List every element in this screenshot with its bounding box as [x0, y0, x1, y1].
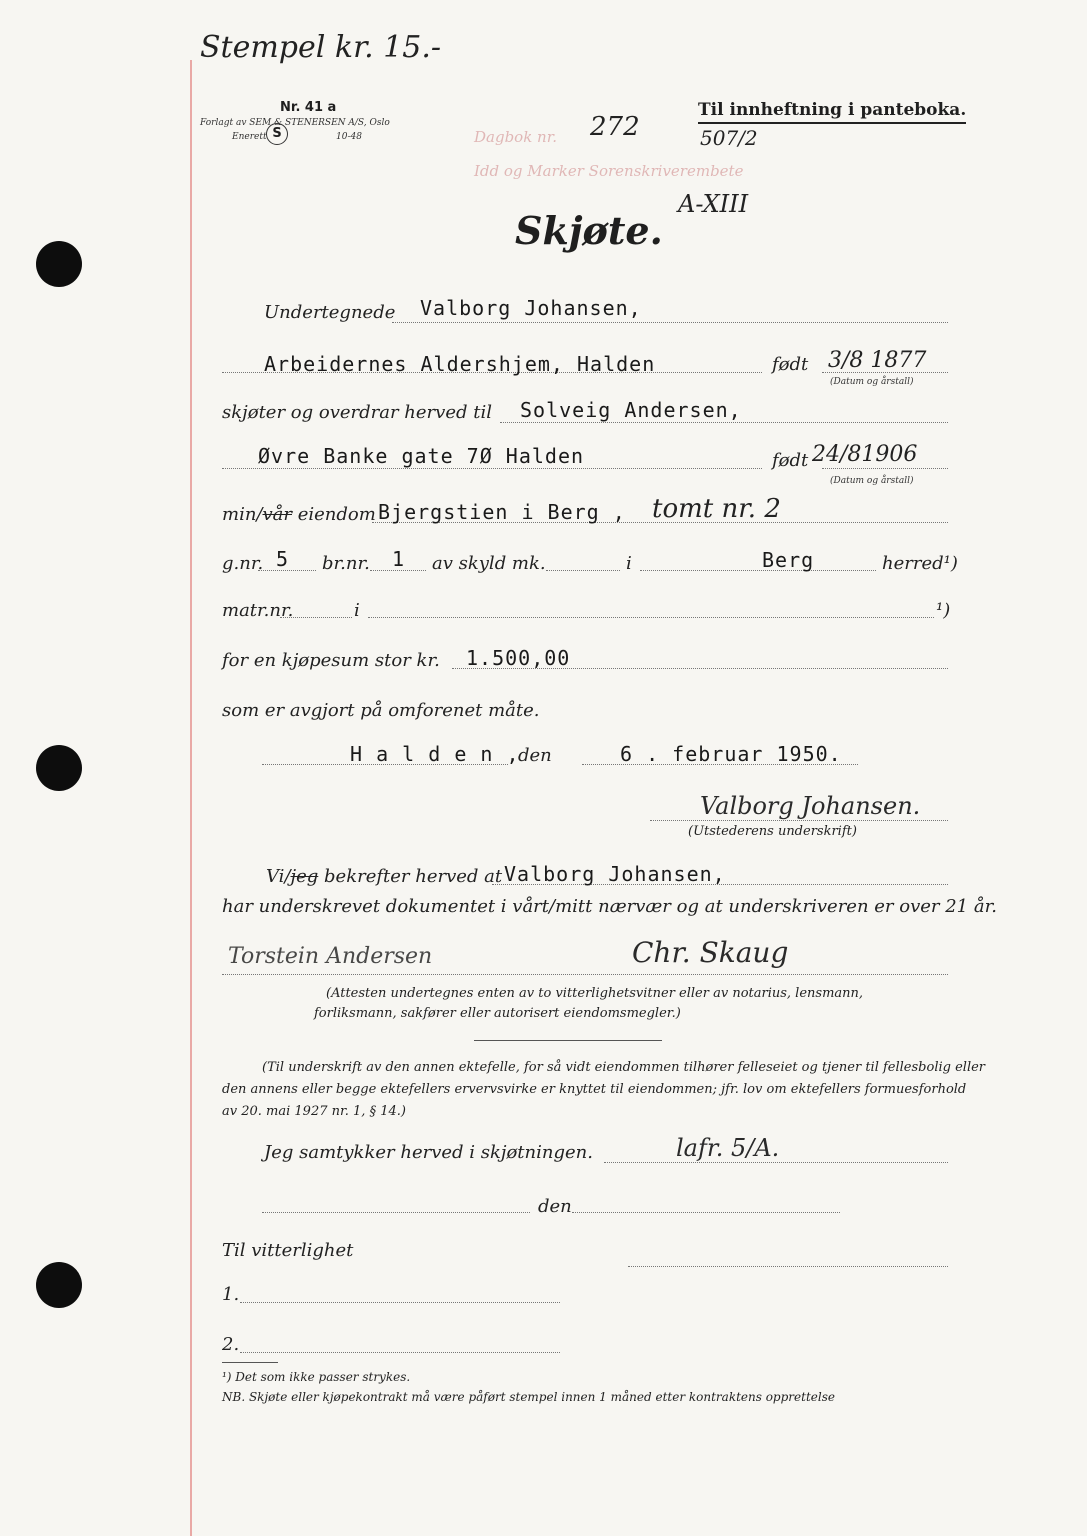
seller-name: Valborg Johansen, — [420, 296, 642, 320]
issuer-signature-caption: (Utstederens underskrift) — [688, 824, 857, 839]
publisher-line: Forlagt av SEM & STENERSEN A/S, Oslo — [200, 118, 390, 128]
margin-line — [190, 60, 192, 1536]
seller-born-value: 3/8 1877 — [828, 348, 927, 373]
dagbok-suffix: 507/2 — [700, 126, 758, 150]
buyer-name: Solveig Andersen, — [520, 398, 742, 422]
buyer-born-value: 24/81906 — [812, 442, 918, 467]
witness-statement-line2: har underskrevet dokumentet i vårt/mitt nærvær og at underskriveren er over 21 år. — [222, 896, 997, 917]
property-name: Bjergstien i Berg , — [378, 500, 626, 524]
publisher-enerett: Enerett — [232, 132, 267, 142]
document-title: Skjøte. — [515, 208, 663, 253]
settled-text: som er avgjort på omforenet måte. — [222, 700, 540, 721]
buyer-born-line — [822, 468, 948, 469]
dagbok-stamp-line1: Dagbok nr. — [474, 128, 558, 146]
form-number: Nr. 41 a — [280, 100, 337, 115]
buyer-label: skjøter og overdrar herved til — [222, 402, 492, 423]
punch-hole-top — [36, 241, 82, 287]
footnote-1: ¹) Det som ikke passer strykes. — [222, 1370, 411, 1384]
skyld-label: av skyld mk. — [432, 553, 546, 574]
matr-line — [280, 617, 352, 618]
matr-end: ¹) — [936, 600, 951, 621]
witnesses-sign-line — [628, 1266, 948, 1267]
skyld-line — [546, 570, 620, 571]
witness-note-line1: (Attesten undertegnes enten av to vitterlighetsvitner eller av notarius, lensmann, — [326, 986, 864, 1001]
witness-signature-2: Chr. Skaug — [632, 936, 789, 969]
date-value: 6 . februar 1950. — [620, 742, 842, 766]
issuer-signature-line — [650, 820, 948, 821]
seller-born-label: født — [772, 354, 809, 375]
spouse-date-line — [572, 1212, 840, 1213]
witness-1-line — [240, 1302, 560, 1303]
seller-address: Arbeidernes Aldershjem, Halden — [264, 352, 656, 376]
brnr-value: 1 — [392, 547, 406, 571]
stamp-note: Stempel kr. 15.- — [200, 30, 442, 65]
price-value: 1.500,00 — [466, 646, 571, 670]
witness-subject-name: Valborg Johansen, — [504, 862, 726, 886]
spouse-handnote: lafr. 5/A. — [676, 1134, 780, 1162]
seller-label: Undertegnede — [264, 302, 396, 323]
property-label: min/vår eiendom — [222, 504, 376, 525]
binding-note: Til innheftning i panteboka. — [698, 100, 966, 124]
buyer-born-label: født — [772, 450, 809, 471]
brnr-label: br.nr. — [322, 553, 370, 574]
gnr-value: 5 — [276, 547, 290, 571]
herred-label: herred¹) — [882, 553, 958, 574]
witness-prefix: Vi/jeg bekrefter herved at — [266, 866, 503, 887]
punch-hole-bottom — [36, 1262, 82, 1308]
archive-ref: A-XIII — [678, 190, 749, 218]
seller-born-hint: (Datum og årstall) — [830, 377, 914, 387]
publisher-date: 10-48 — [336, 132, 362, 142]
matr-municipality-line — [368, 617, 934, 618]
spouse-note-line1: (Til underskrift av den annen ektefelle, for så vidt eiendommen tilhører felleseiet og tjener til fellesbolig eller — [262, 1060, 986, 1075]
dagbok-number: 272 — [590, 112, 640, 142]
spouse-note-line3: av 20. mai 1927 nr. 1, § 14.) — [222, 1104, 406, 1119]
spouse-place-line — [262, 1212, 530, 1213]
dagbok-stamp-line2: Idd og Marker Sorenskriverembete — [474, 162, 744, 180]
municipality-i-label: i — [626, 553, 632, 574]
section-divider — [474, 1040, 662, 1041]
publisher-logo: S — [266, 123, 288, 145]
witness-2-label: 2. — [222, 1334, 240, 1355]
seller-name-line — [392, 322, 948, 323]
matr-i-label: i — [354, 600, 360, 621]
buyer-address-line — [222, 468, 762, 469]
punch-hole-middle — [36, 745, 82, 791]
matr-label: matr.nr. — [222, 600, 294, 621]
spouse-den-label: den — [538, 1196, 572, 1217]
buyer-name-line — [500, 422, 948, 423]
spouse-consent: Jeg samtykker herved i skjøtningen. — [264, 1142, 593, 1163]
witnesses-label: Til vitterlighet — [222, 1240, 354, 1261]
gnr-label: g.nr. — [222, 553, 264, 574]
witness-2-line — [240, 1352, 560, 1353]
place-value: H a l d e n , — [350, 742, 520, 766]
witness-note-line2: forliksmann, sakfører eller autorisert eiendomsmegler.) — [314, 1006, 681, 1021]
witness-signatures-line — [222, 974, 948, 975]
witness-1-label: 1. — [222, 1284, 240, 1305]
price-label: for en kjøpesum stor kr. — [222, 650, 440, 671]
issuer-signature: Valborg Johansen. — [700, 792, 921, 820]
witness-signature-1: Torstein Andersen — [228, 944, 433, 969]
buyer-born-hint: (Datum og årstall) — [830, 476, 914, 486]
spouse-signature-line — [604, 1162, 948, 1163]
spouse-note-line2: den annens eller begge ektefellers ervervsvirke er knyttet til eiendommen; jfr. lov om ektefellers formuesforhold — [222, 1082, 967, 1097]
footnote-nb: NB. Skjøte eller kjøpekontrakt må være påført stempel innen 1 måned etter kontraktens opprettelse — [222, 1390, 835, 1404]
municipality-value: Berg — [762, 548, 815, 572]
buyer-address: Øvre Banke gate 7Ø Halden — [258, 444, 585, 468]
property-note: tomt nr. 2 — [652, 494, 781, 524]
footnote-divider — [222, 1362, 278, 1363]
den-label: den — [518, 745, 552, 766]
municipality-line — [640, 570, 876, 571]
